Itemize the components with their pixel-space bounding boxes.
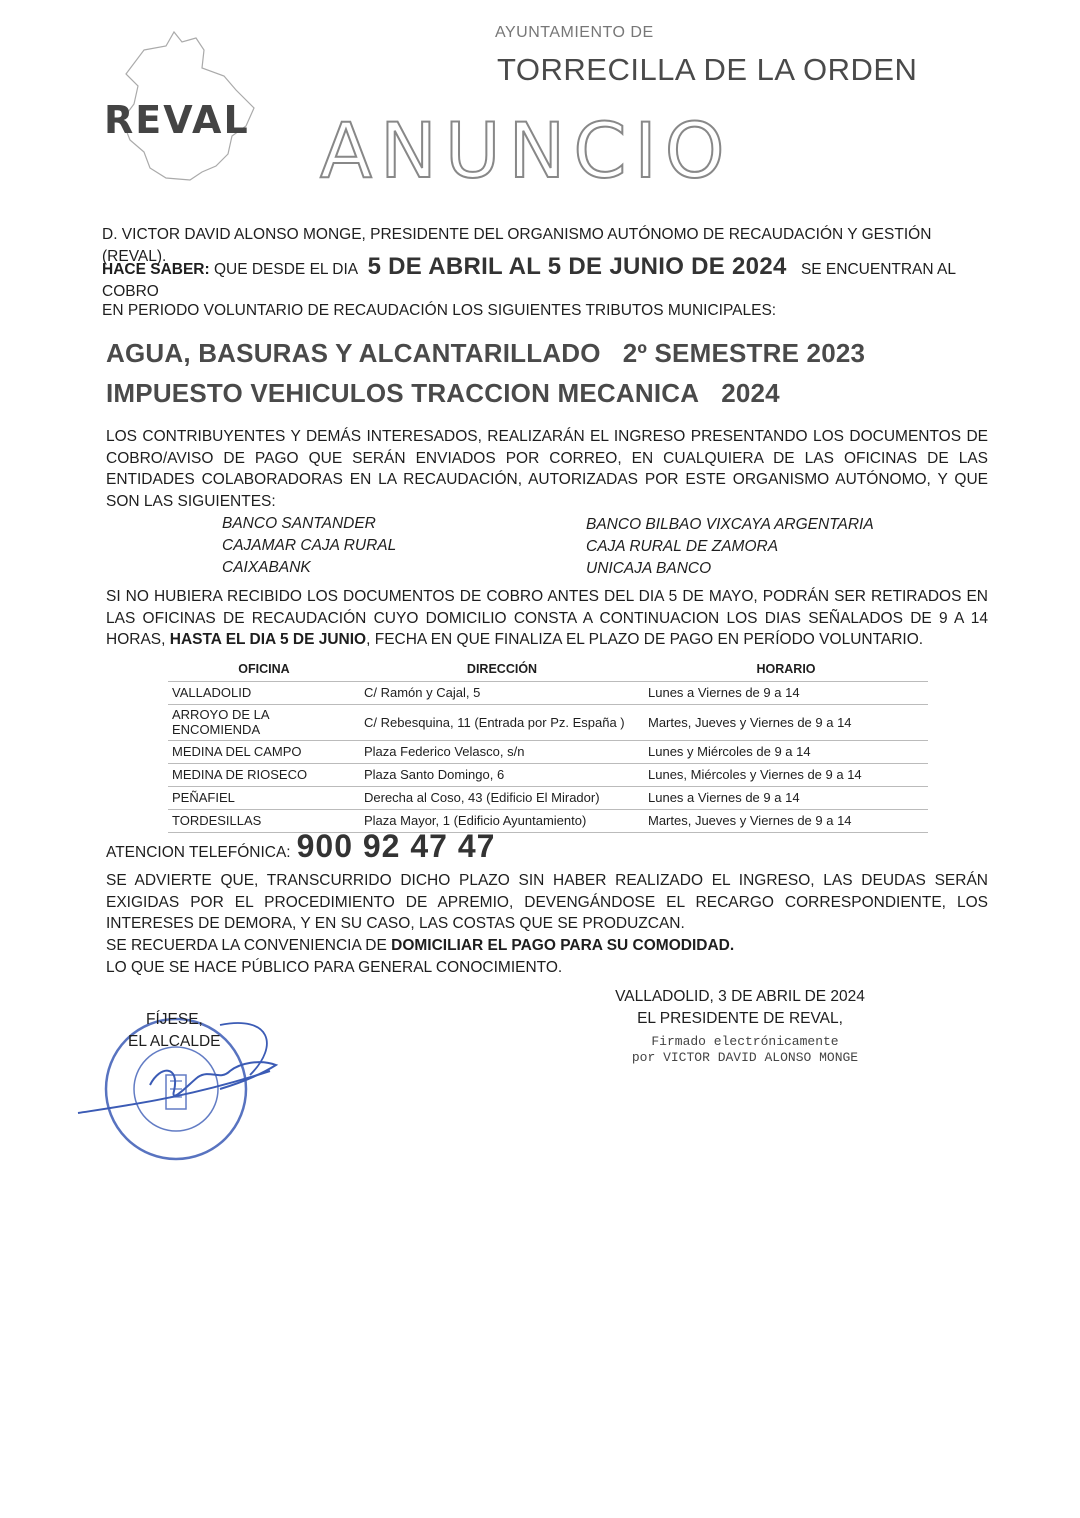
cell-horario: Lunes y Miércoles de 9 a 14 [644,741,928,764]
cell-direccion: C/ Rebesquina, 11 (Entrada por Pz. España ) [360,705,644,741]
hace-saber-paragraph [102,253,990,322]
retirada-deadline: HASTA EL DIA 5 DE JUNIO [169,631,367,648]
bank-item: BANCO BILBAO VIXCAYA ARGENTARIA [586,516,874,533]
table-row [168,705,928,741]
bank-item: BANCO SANTANDER [222,515,376,532]
signature-block [590,986,890,1030]
tributo-period: 2024 [721,378,780,408]
bank-item: CAJA RURAL DE ZAMORA [586,538,779,555]
retirada-tail: , FECHA EN QUE FINALIZA EL PLAZO DE PAGO EN PERÍODO VOLUNTARIO. [366,631,924,648]
phone-line [106,828,495,865]
tributo-period: 2º SEMESTRE 2023 [622,338,866,368]
document-title: ANUNCIO [320,106,733,195]
signature-role: EL PRESIDENTE DE REVAL, [637,1010,843,1027]
tributo-vehiculos [106,378,780,409]
cell-oficina: MEDINA DE RIOSECO [168,764,360,787]
recuerda-bold: DOMICILIAR EL PAGO PARA SU COMODIDAD. [391,937,735,954]
phone-number: 900 92 47 47 [296,828,496,864]
bank-item: CAJAMAR CAJA RURAL [222,537,397,554]
col-header-horario: HORARIO [756,662,816,676]
fijese-block [128,1009,221,1053]
collection-dates: 5 DE ABRIL AL 5 DE JUNIO DE 2024 [367,253,787,280]
retirada-paragraph [106,586,988,651]
cell-direccion: Plaza Santo Domingo, 6 [360,764,644,787]
phone-label: ATENCION TELEFÓNICA: [106,844,291,861]
table-row [168,741,928,764]
table-row [168,764,928,787]
bank-item: CAIXABANK [222,559,311,576]
cell-horario: Lunes, Miércoles y Viernes de 9 a 14 [644,764,928,787]
fijese-label: FÍJESE, [146,1011,203,1028]
cell-direccion: Plaza Mayor, 1 (Edificio Ayuntamiento) [360,810,644,833]
ayuntamiento-label: AYUNTAMIENTO DE [495,24,654,41]
after-dates-text: SE ENCUENTRAN AL COBRO [102,261,956,300]
cell-oficina: ARROYO DE LA ENCOMIENDA [168,705,360,741]
publico-line: LO QUE SE HACE PÚBLICO PARA GENERAL CONOCIMIENTO. [106,959,563,976]
col-header-oficina: OFICINA [238,662,290,676]
cell-horario: Martes, Jueves y Viernes de 9 a 14 [644,705,928,741]
banks-right-list [586,514,874,580]
alcalde-label: EL ALCALDE [128,1033,221,1050]
bank-item: UNICAJA BANCO [586,560,712,577]
cell-oficina: MEDINA DEL CAMPO [168,741,360,764]
esign-line-2: por VICTOR DAVID ALONSO MONGE [631,1050,859,1065]
table-row [168,787,928,810]
recuerda-text: SE RECUERDA LA CONVENIENCIA DE [106,937,387,954]
cell-oficina: PEÑAFIEL [168,787,360,810]
cell-oficina: TORDESILLAS [168,810,360,833]
esign-line-1: Firmado electrónicamente [651,1034,839,1049]
tributo-name: IMPUESTO VEHICULOS TRACCION MECANICA [106,378,700,408]
cell-horario: Lunes a Viernes de 9 a 14 [644,787,928,810]
president-line: D. VICTOR DAVID ALONSO MONGE, PRESIDENTE DEL ORGANISMO AUTÓNOMO DE RECAUDACIÓN Y GESTIÓN (REVAL). [102,226,932,265]
cell-direccion: Derecha al Coso, 43 (Edificio El Mirador) [360,787,644,810]
advertencia-paragraph: SE ADVIERTE QUE, TRANSCURRIDO DICHO PLAZO SIN HABER REALIZADO EL INGRESO, LAS DEUDAS SERÁN EXIGIDAS POR EL PROCEDIMIENTO DE APREMIO, DEVENGÁNDOSE EL RECARGO CORRESPONDIENTE, LOS INTERESES DE DEMORA, Y EN SU CASO, LAS COSTAS QUE SE PRODUZCAN. [106,872,988,932]
cell-oficina: VALLADOLID [168,682,360,705]
signature-place-date: VALLADOLID, 3 DE ABRIL DE 2024 [615,988,865,1005]
recuerda-line [106,935,994,957]
col-header-direccion: DIRECCIÓN [466,662,538,676]
electronic-signature [600,1034,890,1066]
cell-direccion: C/ Ramón y Cajal, 5 [360,682,644,705]
tributo-name: AGUA, BASURAS Y ALCANTARILLADO [106,338,601,368]
table-header-row [168,662,928,682]
hace-saber-label: HACE SABER: [102,261,210,278]
retirada-text: SI NO HUBIERA RECIBIDO LOS DOCUMENTOS DE COBRO ANTES DEL DIA 5 DE MAYO, PODRÁN SER RETIRADOS EN LAS OFICINAS DE RECAUDACIÓN CUYO DOMICILIO CONSTA A CONTINUACION LOS DIAS SEÑALADOS DE 9 A 14 HORAS, [106,588,988,648]
table-row [168,682,928,705]
banks-left-list [222,513,396,579]
desde-text: QUE DESDE EL DIA [213,261,358,278]
cell-horario: Martes, Jueves y Viernes de 9 a 14 [644,810,928,833]
town-name: TORRECILLA DE LA ORDEN [497,52,918,87]
reval-logo-text: REVAL [104,98,250,142]
contribuyentes-paragraph: LOS CONTRIBUYENTES Y DEMÁS INTERESADOS, REALIZARÁN EL INGRESO PRESENTANDO LOS DOCUMENTOS DE COBRO/AVISO DE PAGO QUE SERÁN ENVIADOS POR CORREO, EN CUALQUIERA DE LAS OFICINAS DE LAS ENTIDADES COLABORADORAS EN LA RECAUDACIÓN, AUTORIZADAS POR ESTE ORGANISMO AUTÓNOMO, Y QUE SON LAS SIGUIENTES: [106,428,988,510]
tributo-agua [106,338,865,369]
cell-direccion: Plaza Federico Velasco, s/n [360,741,644,764]
cell-horario: Lunes a Viernes de 9 a 14 [644,682,928,705]
offices-table [168,662,928,833]
intro-line-2: EN PERIODO VOLUNTARIO DE RECAUDACIÓN LOS SIGUIENTES TRIBUTOS MUNICIPALES: [102,302,777,319]
